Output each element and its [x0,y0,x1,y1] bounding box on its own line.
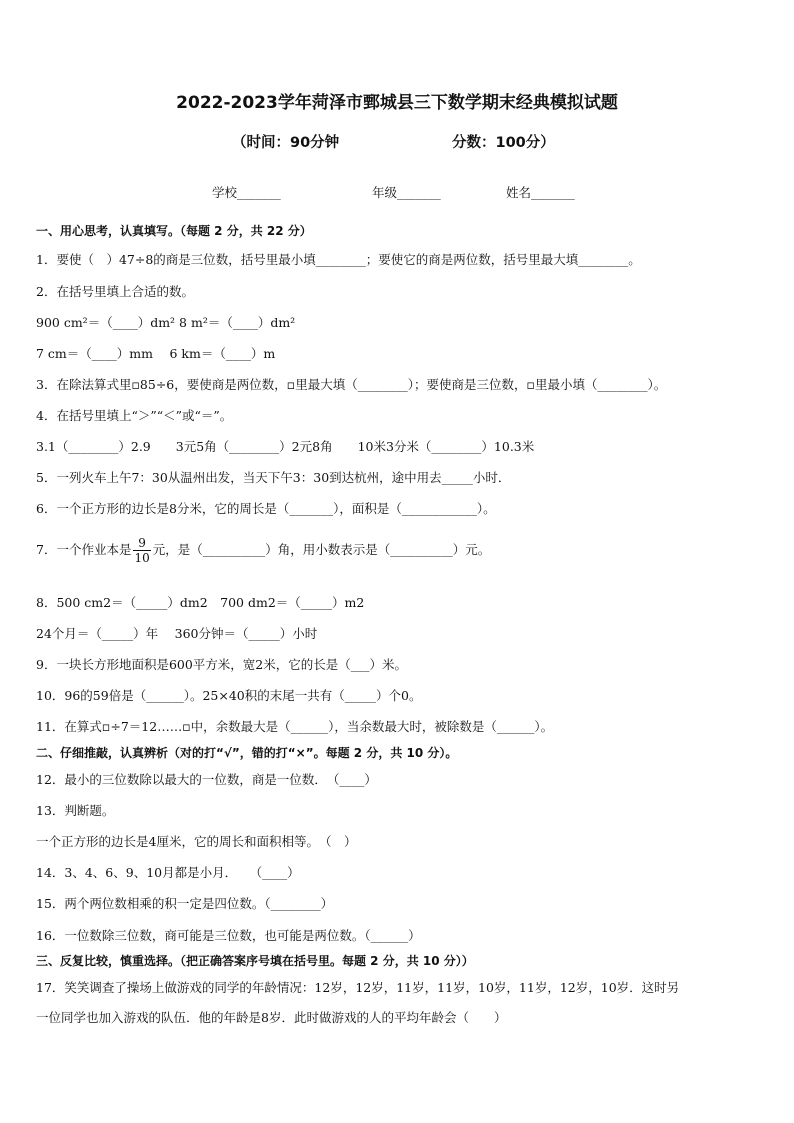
exam-time: （时间：90分钟 [232,135,340,151]
question-4: 4．在括号里填上“＞”“＜”或“＝”。 [36,408,233,423]
exam-score: 分数：100分） [452,135,555,151]
question-1: 1．要使（ ）47÷8的商是三位数，括号里最小填________；要使它的商是两位数，括号里最大填________。 [36,252,641,267]
question-17-line-1: 17．笑笑调查了操场上做游戏的同学的年龄情况：12岁，12岁，11岁，11岁，10岁，11岁，12岁，10岁．这时另 [36,980,680,995]
question-14: 14．3、4、6、9、10月都是小月． （____） [36,865,300,880]
fraction [133,536,150,565]
section-2-heading: 二、仔细推敲，认真辨析（对的打“√”，错的打“×”。每题 2 分，共 10 分）。 [36,746,458,760]
page-title: 2022-2023学年菏泽市鄄城县三下数学期末经典模拟试题 [176,93,618,113]
question-7 [36,536,490,565]
section-3-heading: 三、反复比较，慎重选择。（把正确答案序号填在括号里。每题 2 分，共 10 分）） [36,954,474,968]
question-2: 2．在括号里填上合适的数。 [36,284,194,299]
question-8-part-b: 24个月＝（_____）年 360分钟＝（_____）小时 [36,626,318,641]
question-5: 5．一列火车上午7：30从温州出发，当天下午3：30到达杭州，途中用去_____小时． [36,470,511,485]
question-8: 8．500 cm2＝（_____）dm2 700 dm2＝（_____）m2 [36,595,365,610]
question-11: 11．在算式▫÷7＝12……▫中，余数最大是（______），当余数最大时，被除数是（______）。 [36,719,554,734]
fraction-numerator: 9 [133,536,150,551]
question-17-line-2: 一位同学也加入游戏的队伍．他的年龄是8岁．此时做游戏的人的平均年龄会（ ） [36,1010,507,1025]
question-12: 12．最小的三位数除以最大的一位数，商是一位数． （____） [36,772,377,787]
grade-field[interactable]: 年级_______ [372,185,441,200]
question-13: 13．判断题。 [36,803,115,818]
school-field[interactable]: 学校_______ [212,185,281,200]
question-9: 9．一块长方形地面积是600平方米，宽2米，它的长是（___）米。 [36,657,408,672]
question-3: 3．在除法算式里▫85÷6，要使商是两位数，▫里最大填（________）；要使商是三位数，▫里最小填（________）。 [36,377,667,392]
question-7-prefix: 7．一个作业本是 [36,542,132,557]
question-6: 6．一个正方形的边长是8分米，它的周长是（_______），面积是（____________）。 [36,501,496,516]
question-16: 16．一位数除三位数，商可能是三位数，也可能是两位数。（______） [36,928,421,943]
question-7-suffix: 元，是（__________）角，用小数表示是（__________）元。 [152,542,491,557]
question-4-items: 3.1（________）2.9 3元5角（________）2元8角 10米3分米（________）10.3米 [36,439,535,454]
question-2-part-a: 900 cm²＝（____）dm² 8 m²＝（____）dm² [36,315,296,330]
name-field[interactable]: 姓名_______ [506,185,575,200]
section-1-heading: 一、用心思考，认真填写。（每题 2 分，共 22 分） [36,224,312,238]
fraction-denominator: 10 [134,551,150,565]
question-15: 15．两个两位数相乘的积一定是四位数。（________） [36,896,334,911]
question-10: 10．96的59倍是（______）。25×40积的末尾一共有（_____）个0。 [36,688,422,703]
question-13-statement: 一个正方形的边长是4厘米，它的周长和面积相等。 （ ） [36,834,357,849]
question-2-part-b: 7 cm＝（____）mm 6 km＝（____）m [36,346,276,361]
